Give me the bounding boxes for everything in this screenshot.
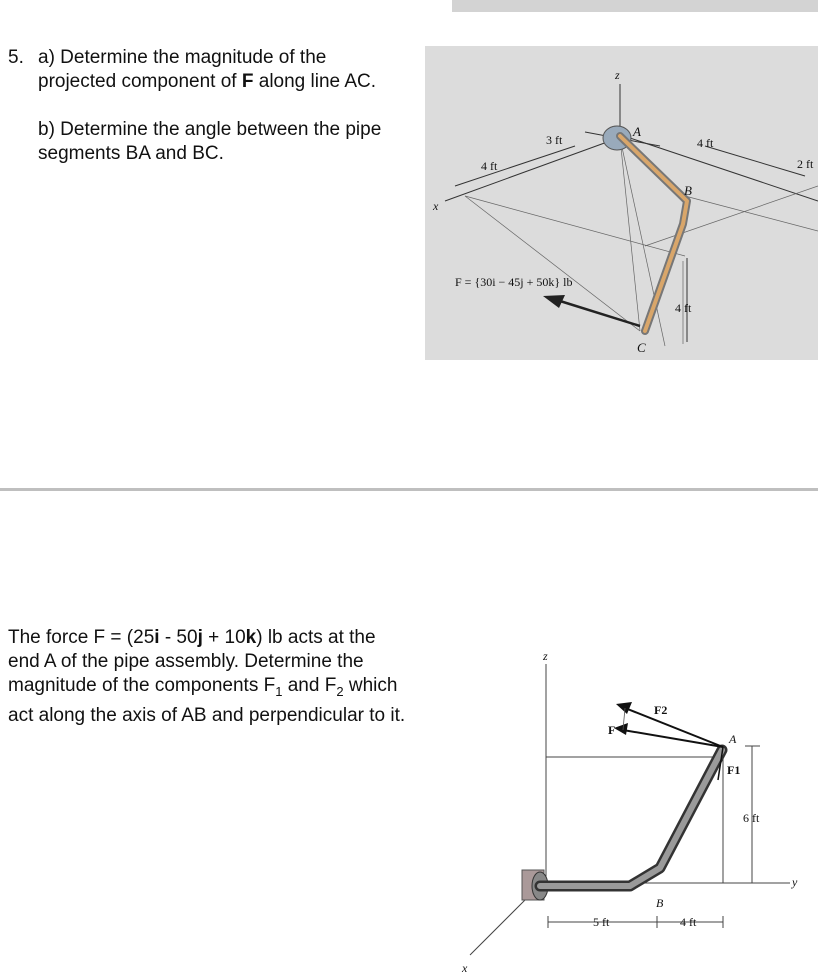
force-f2-label: F2 (654, 703, 668, 717)
problem-6-text: The force F = (25i - 50j + 10k) lb acts at the end A of the pipe assembly. Determine the magnitude of the components $F_1$ and $F_2$ which act along the axis of AB and perpendicular to it. (8, 627, 406, 726)
dim-6ft: 6 ft (743, 811, 760, 825)
problem-number: 5. (8, 47, 24, 68)
top-image-strip (452, 0, 818, 12)
pipe-figure-2 (440, 640, 818, 977)
dim-2ft: 2 ft (797, 157, 814, 171)
problem-5-text (8, 46, 408, 166)
dim-4ft: 4 ft (680, 915, 697, 929)
point-b-label: B (656, 896, 664, 910)
force-label: F = {30i − 45j + 50k} lb (455, 275, 573, 289)
problem-5-part-b: b) Determine the angle between the pipe segments BA and BC. (38, 119, 382, 164)
pipe-figure-1 (425, 46, 818, 360)
axis-z-label: z (615, 68, 620, 82)
point-c-label: C (637, 340, 646, 355)
dim-4ft-left: 4 ft (481, 159, 498, 173)
axis-x-label: x (433, 199, 439, 213)
axis-z-label: z (543, 649, 548, 663)
axis-x-label: x (462, 961, 468, 975)
point-a-label: A (729, 732, 737, 746)
dim-3ft: 3 ft (546, 133, 563, 147)
point-a-label: A (633, 124, 641, 139)
force-f-label: F (608, 723, 616, 737)
point-b-label: B (684, 183, 692, 198)
force-f1-label: F1 (727, 763, 741, 777)
dim-5ft: 5 ft (593, 915, 610, 929)
dim-4ft-right: 4 ft (697, 136, 714, 150)
problem-5-part-a: a) Determine the magnitude of the projected component of F along line AC. (38, 47, 376, 92)
dim-4ft-vertical: 4 ft (675, 301, 692, 315)
section-divider (0, 488, 818, 491)
axis-y-label: y (792, 875, 798, 889)
